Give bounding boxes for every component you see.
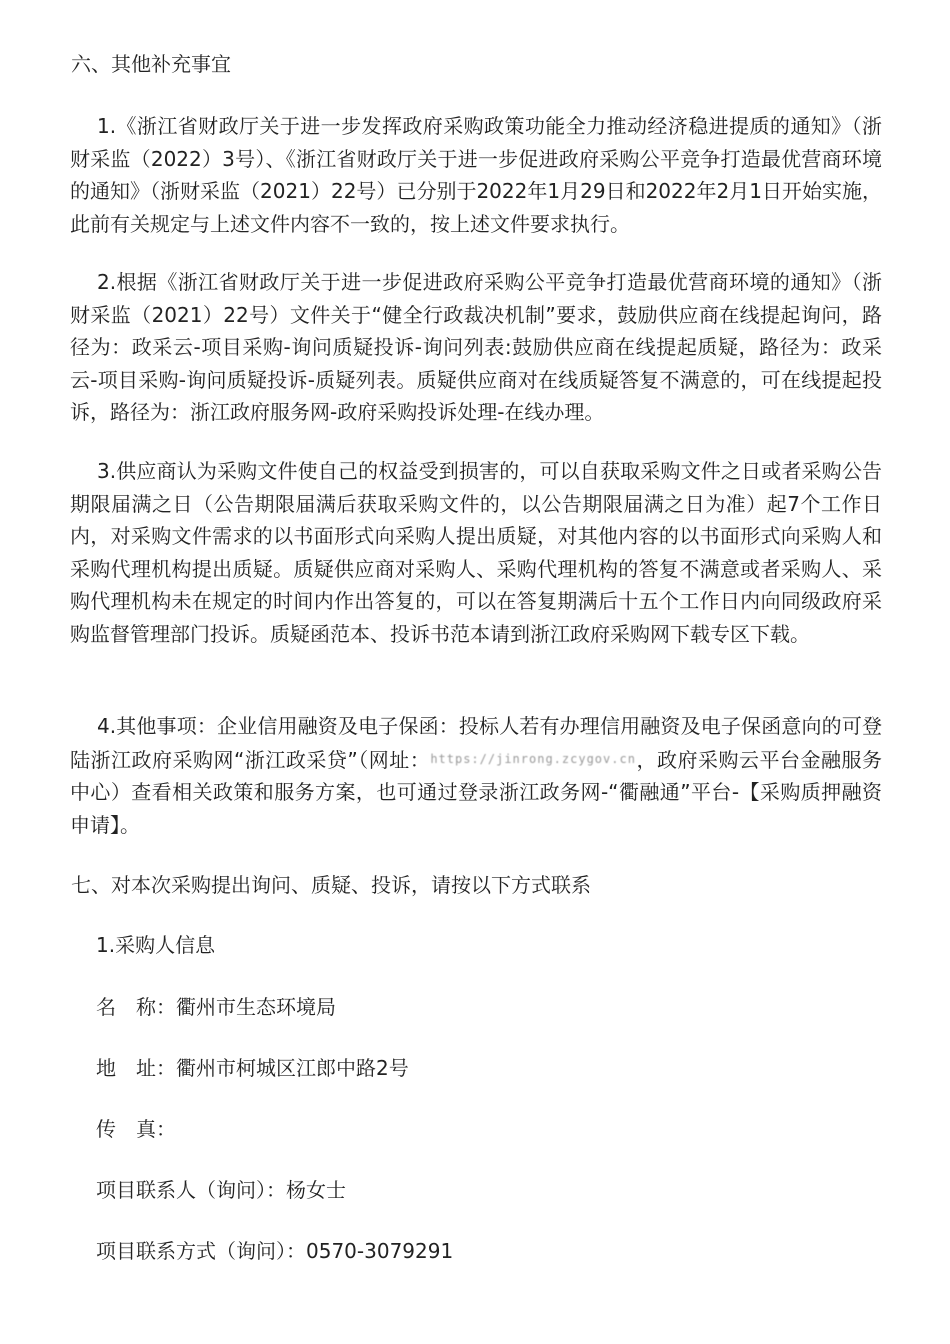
purchaser-info-heading: 1.采购人信息 [96, 933, 216, 957]
project-contact-phone: 项目联系方式（询问）：0570-3079291 [96, 1239, 454, 1263]
section-6-item-3: 3.供应商认为采购文件使自己的权益受到损害的，可以自获取采购文件之日或者采购公告期限届满之日（公告期限届满后获取采购文件的，以公告期限届满之日为准）起7个工作日内，对采购文件需求的以书面形式向采购人提出质疑，对其他内容的以书面形式向采购人和采购代理机构提出质疑。质疑供应商对采购人、采购代理机构的答复不满意或者采购人、采购代理机构未在规定的时间内作出答复的，可以在答复期满后十五个工作日内向同级政府采购监督管理部门投诉。质疑函范本、投诉书范本请到浙江政府采购网下载专区下载。 [70, 459, 882, 646]
project-contact-person: 项目联系人（询问）：杨女士 [96, 1178, 346, 1202]
purchaser-name: 名 称：衢州市生态环境局 [96, 995, 336, 1019]
item-4-text-after-url: ，政府采购云平台金融服务中心）查看相关政策和服务方案，也可通过登录浙江政务网-“衢融通”平台-【采购质押融资申请】。 [70, 747, 882, 837]
section-6-item-2: 2.根据《浙江省财政厅关于进一步促进政府采购公平竞争打造最优营商环境的通知》（浙财采监（2021）22号）文件关于“健全行政裁决机制”要求，鼓励供应商在线提起询问，路径为：政采云-项目采购-询问质疑投诉-询问列表:鼓励供应商在线提起质疑，路径为：政采云-项目采购-询问质疑投诉-质疑列表。质疑供应商对在线质疑答复不满意的，可在线提起投诉，路径为：浙江政府服务网-政府采购投诉处理-在线办理。 [70, 270, 882, 424]
financing-url-link[interactable]: https://jinrong.zcygov.cn [430, 751, 636, 766]
section-6-item-4 [70, 710, 882, 841]
item-4-text-before-url: 4.其他事项：企业信用融资及电子保函：投标人若有办理信用融资及电子保函意向的可登陆浙江政府采购网“浙江政采贷”（网址： [70, 714, 882, 772]
purchaser-address: 地 址：衢州市柯城区江郎中路2号 [96, 1056, 409, 1080]
purchaser-fax: 传 真： [96, 1117, 176, 1141]
section-7-heading: 七、对本次采购提出询问、质疑、投诉，请按以下方式联系 [71, 873, 591, 897]
section-6-heading: 六、其他补充事宜 [71, 52, 231, 76]
section-6-item-1: 1.《浙江省财政厅关于进一步发挥政府采购政策功能全力推动经济稳进提质的通知》（浙财采监（2022）3号）、《浙江省财政厅关于进一步促进政府采购公平竞争打造最优营商环境的通知》（浙财采监（2021）22号）已分别于2022年1月29日和2022年2月1日开始实施，此前有关规定与上述文件内容不一致的，按上述文件要求执行。 [70, 114, 882, 236]
